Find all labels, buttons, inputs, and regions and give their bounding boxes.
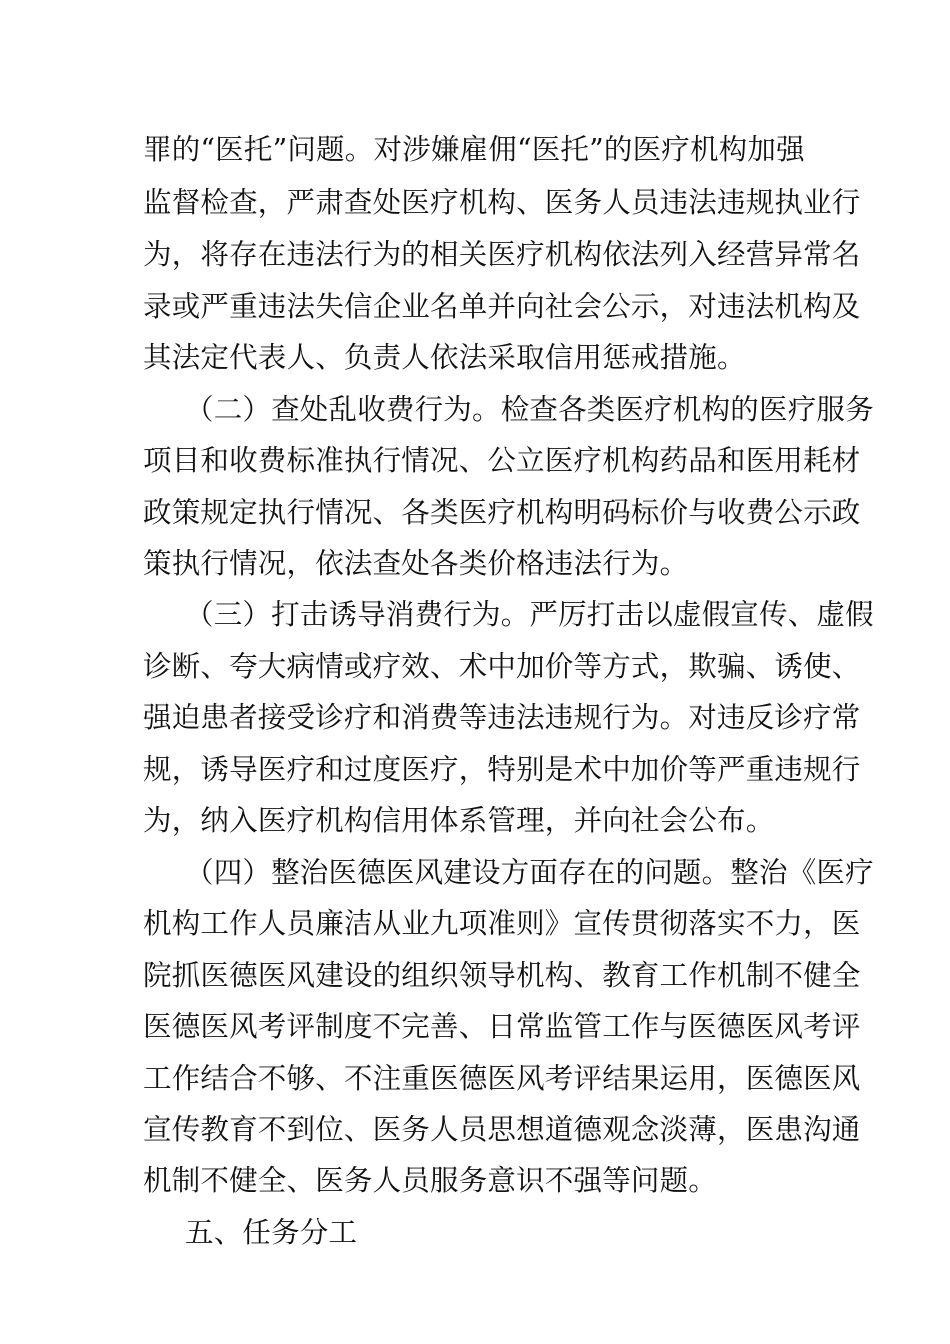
body-text-line: 项目和收费标准执行情况、公立医疗机构药品和医用耗材 [143, 444, 861, 477]
body-text-line: 政策规定执行情况、各类医疗机构明码标价与收费公示政 [143, 496, 861, 529]
section-three-paragraph-start: （三）打击诱导消费行为。严厉打击以虚假宣传、虚假 [185, 598, 874, 631]
body-text-line: 规，诱导医疗和过度医疗，特别是术中加价等严重违规行 [143, 753, 861, 786]
body-text-line: 监督检查，严肃查处医疗机构、医务人员违法违规执业行 [143, 186, 861, 219]
body-text-line: 机构工作人员廉洁从业九项准则》宣传贯彻落实不力，医 [143, 907, 861, 940]
body-text-line: 机制不健全、医务人员服务意识不强等问题。 [143, 1164, 718, 1197]
body-text-line: 宣传教育不到位、医务人员思想道德观念淡薄，医患沟通 [143, 1113, 861, 1146]
section-four-paragraph-start: （四）整治医德医风建设方面存在的问题。整治《医疗 [185, 856, 874, 889]
body-text-line: 为，纳入医疗机构信用体系管理，并向社会公布。 [143, 804, 775, 837]
body-text-line: 工作结合不够、不注重医德医风考评结果运用，医德医风 [143, 1062, 861, 1095]
body-text-line: 策执行情况，依法查处各类价格违法行为。 [143, 547, 689, 580]
body-text-line: 罪的“医托”问题。对涉嫌雇佣“医托”的医疗机构加强 [143, 133, 805, 166]
body-text-line: 录或严重违法失信企业名单并向社会公示，对违法机构及 [143, 290, 861, 323]
body-text-line: 医德医风考评制度不完善、日常监管工作与医德医风考评 [143, 1010, 861, 1043]
section-heading-task-division: 五、任务分工 [185, 1216, 358, 1249]
body-text-line: 为，将存在违法行为的相关医疗机构依法列入经营异常名 [143, 238, 861, 271]
body-text-line: 其法定代表人、负责人依法采取信用惩戒措施。 [143, 341, 746, 374]
body-text-line: 诊断、夸大病情或疗效、术中加价等方式，欺骗、诱使、 [143, 650, 861, 683]
body-text-line: 院抓医德医风建设的组织领导机构、教育工作机制不健全 [143, 959, 861, 992]
body-text-line: 强迫患者接受诊疗和消费等违法违规行为。对违反诊疗常 [143, 701, 861, 734]
section-two-paragraph-start: （二）查处乱收费行为。检查各类医疗机构的医疗服务 [185, 393, 874, 426]
